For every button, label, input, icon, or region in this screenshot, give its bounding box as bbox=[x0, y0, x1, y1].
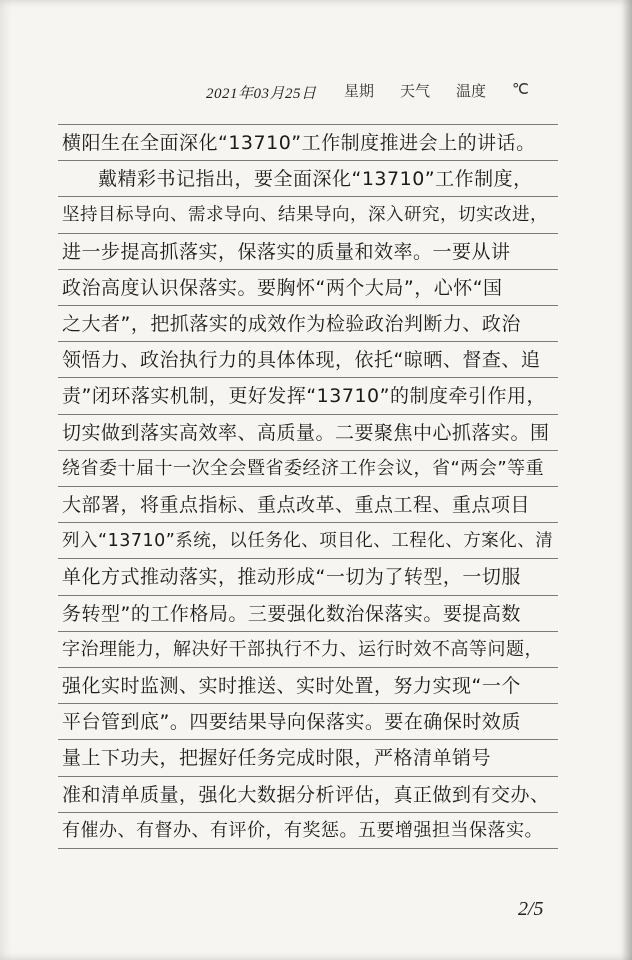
header-date: 2021年03月25日 bbox=[206, 86, 317, 102]
text-line: 列入“13710”系统，以任务化、项目化、工程化、方案化、清 bbox=[62, 531, 554, 552]
page-header bbox=[206, 78, 536, 102]
ruled-line bbox=[58, 486, 558, 487]
ruled-line bbox=[58, 124, 558, 125]
text-line: 政治高度认识保落实。要胸怀“两个大局”，心怀“国 bbox=[62, 276, 503, 299]
ruled-line bbox=[58, 233, 558, 234]
header-weather-label: 天气 bbox=[400, 84, 431, 100]
ruled-line bbox=[58, 522, 558, 523]
ruled-line bbox=[58, 305, 558, 306]
text-line: 横阳生在全面深化“13710”工作制度推进会上的讲话。 bbox=[62, 132, 536, 154]
text-line: 大部署，将重点指标、重点改革、重点工程、重点项目 bbox=[62, 494, 531, 516]
text-line: 字治理能力，解决好干部执行不力、运行时效不高等问题， bbox=[62, 638, 543, 660]
ruled-line bbox=[58, 739, 558, 740]
ruled-line bbox=[58, 631, 558, 632]
ruled-line bbox=[58, 269, 558, 270]
text-line: 强化实时监测、实时推送、实时处置，努力实现“一个 bbox=[62, 675, 521, 697]
ruled-line bbox=[58, 595, 558, 596]
text-line: 进一步提高抓落实，保落实的质量和效率。一要从讲 bbox=[62, 240, 511, 263]
header-temp-unit: ℃ bbox=[512, 82, 529, 98]
page-edge-shadow bbox=[622, 0, 632, 960]
text-line: 坚持目标导向、需求导向、结果导向，深入研究，切实改进， bbox=[62, 205, 548, 226]
text-line: 领悟力、政治执行力的具体体现，依托“晾晒、督查、追 bbox=[62, 349, 541, 372]
ruled-line bbox=[58, 341, 558, 342]
header-temp-label: 温度 bbox=[456, 84, 487, 100]
ruled-line bbox=[58, 848, 558, 849]
ruled-line bbox=[58, 703, 558, 704]
text-line: 切实做到落实高效率、高质量。二要聚焦中心抓落实。围 bbox=[62, 421, 550, 444]
text-line: 之大者”，把抓落实的成效作为检验政治判断力、政治 bbox=[62, 313, 521, 335]
ruled-line bbox=[58, 558, 558, 559]
text-line: 量上下功夫，把握好任务完成时限，严格清单销号 bbox=[62, 747, 492, 770]
text-line: 绕省委十届十一次全会暨省委经济工作会议，省“两会”等重 bbox=[62, 457, 545, 479]
text-line: 戴精彩书记指出，要全面深化“13710”工作制度， bbox=[98, 168, 533, 191]
text-line: 责”闭环落实机制，更好发挥“13710”的制度牵引作用， bbox=[62, 385, 546, 408]
ruled-line bbox=[58, 160, 558, 161]
ruled-line bbox=[58, 377, 558, 378]
text-line: 准和清单质量，强化大数据分析评估，真正做到有交办、 bbox=[62, 783, 550, 806]
ruled-line bbox=[58, 196, 558, 197]
ruled-line bbox=[58, 450, 558, 451]
header-weekday-label: 星期 bbox=[344, 84, 375, 100]
text-line: 单化方式推动落实，推动形成“一切为了转型，一切服 bbox=[62, 566, 521, 589]
page-number: 2/5 bbox=[518, 898, 544, 920]
text-line: 平台管到底”。四要结果导向保落实。要在确保时效质 bbox=[62, 711, 521, 734]
text-line: 务转型”的工作格局。三要强化数治保落实。要提高数 bbox=[62, 602, 521, 625]
ruled-line bbox=[58, 414, 558, 415]
ruled-line bbox=[58, 667, 558, 668]
ruled-line bbox=[58, 812, 558, 813]
ruled-line bbox=[58, 776, 558, 777]
text-line: 有催办、有督办、有评价，有奖惩。五要增强担当保落实。 bbox=[62, 819, 543, 841]
